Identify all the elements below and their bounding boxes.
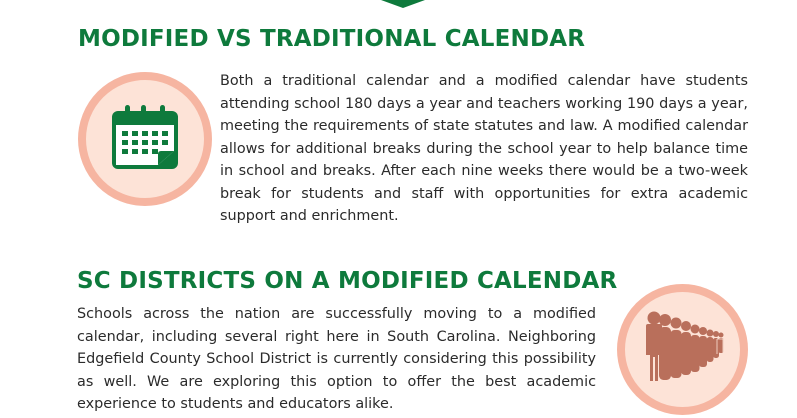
top-tab-decoration [381, 0, 425, 8]
sc-districts-heading: SC DISTRICTS ON A MODIFIED CALENDAR [77, 268, 618, 294]
modified-vs-traditional-heading: MODIFIED VS TRADITIONAL CALENDAR [78, 26, 586, 52]
sc-districts-body: Schools across the nation are successfully moving to a modified calendar, including several right here in South Carolina. Neighboring Edgefield County School District is currently considering this possibility as well. We are exploring this option to offer the best academic experience to students and educators alike. [77, 306, 596, 412]
calendar-icon-badge [78, 72, 212, 206]
calendar-icon [107, 103, 183, 175]
modified-vs-traditional-body: Both a traditional calendar and a modified calendar have students attending school 180 days a year and teachers working 190 days a year, meeting the requirements of state statutes and law. A modified calendar allows for additional breaks during the school year to help balance time in school and breaks. After each nine weeks there would be a two-week break for students and staff with opportunities for extra academic support and enrichment. [220, 73, 748, 224]
people-queue-icon [645, 311, 725, 391]
people-queue-icon-badge [617, 284, 748, 415]
